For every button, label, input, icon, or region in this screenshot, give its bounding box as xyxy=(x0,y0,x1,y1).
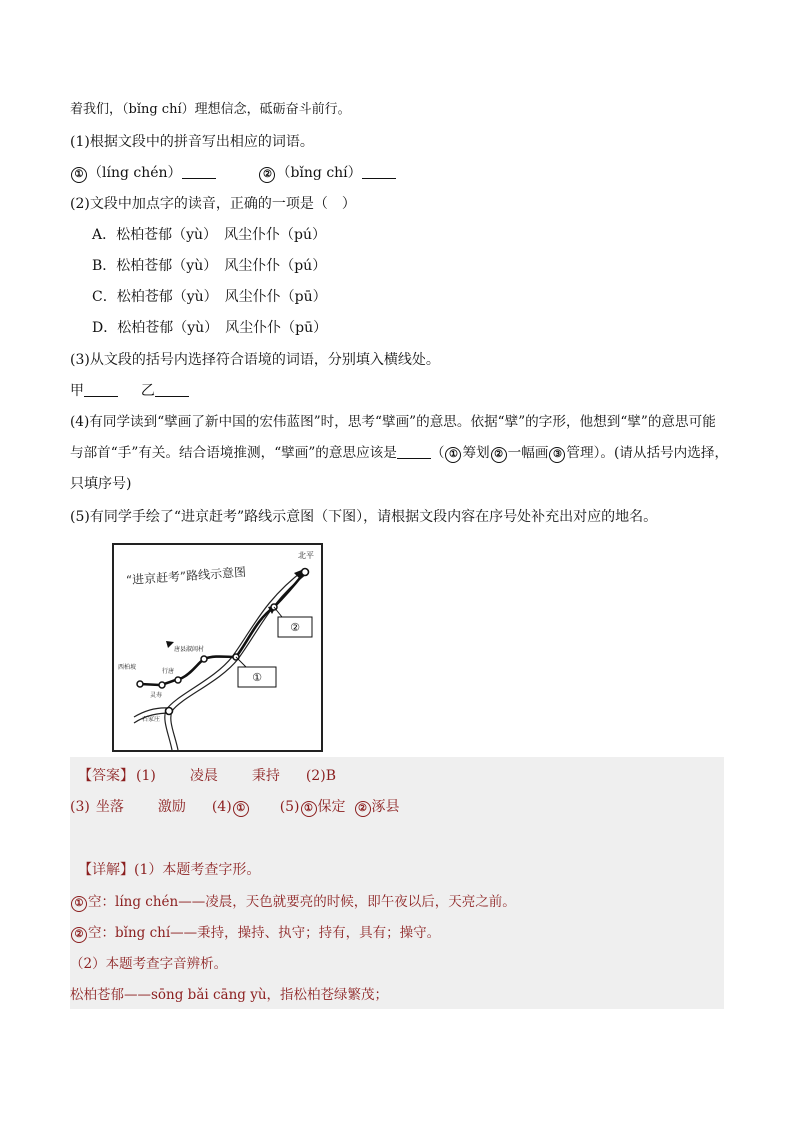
q4-opt3-num: ③ xyxy=(549,447,565,463)
answer-q1-a: 凌晨 xyxy=(189,768,218,784)
q2-option-text: 松柏苍郁（yù） 风尘仆仆（pū） xyxy=(117,320,328,336)
map-title: “进京赶考”路线示意图 xyxy=(125,564,247,588)
label-xibaipo-text: 西柏坡 xyxy=(118,664,137,671)
q1-items xyxy=(70,163,724,183)
detail-l3: 空：bǐng chí——秉持，操持、执守；持有，具有；操守。 xyxy=(88,925,441,941)
answer-q4-label: (4) xyxy=(211,799,232,815)
q2-option-letter: B． xyxy=(92,258,117,274)
q4-line2 xyxy=(70,443,729,463)
detail-line-1 xyxy=(78,860,260,880)
answer-q1-b: 秉持 xyxy=(251,768,280,784)
q2-option-c[interactable] xyxy=(92,287,724,307)
q2-option-d[interactable] xyxy=(92,318,724,338)
answer-q2-label: (2) xyxy=(305,768,326,784)
answer-tag: 【答案】 xyxy=(78,768,134,784)
q3-label-jia: 甲 xyxy=(70,383,84,399)
q1-blank-2[interactable] xyxy=(362,164,396,179)
detail-line-4: （2）本题考查字音辨析。 xyxy=(70,956,228,972)
answer-q5-b: 涿县 xyxy=(371,799,400,815)
q4-opt2-num: ② xyxy=(491,447,507,463)
label-shijiazhuang: 石家庄 xyxy=(142,716,161,723)
callout-label-1: ① xyxy=(252,671,262,684)
station-hangtang xyxy=(175,677,181,683)
label-xibaipo xyxy=(118,663,136,671)
q3-blank-jia[interactable] xyxy=(84,382,118,397)
q1-blank-1[interactable] xyxy=(182,164,216,179)
q4-opt1-num: ① xyxy=(445,447,461,463)
answer-q1-label: (1) xyxy=(136,768,156,784)
q2-option-text: 松柏苍郁（yù） 风尘仆仆（pū） xyxy=(116,289,327,305)
q4-line1: (4)有同学读到“擘画了新中国的宏伟蓝图”时，思考“擘画”的意思。依据“擘”的字形，他想到“擘”的意思可能 xyxy=(70,414,716,430)
q2-option-letter: D． xyxy=(92,320,118,336)
station-xibaipo xyxy=(137,681,143,687)
q2-option-a[interactable] xyxy=(92,225,724,245)
q1-item1-num: ① xyxy=(71,167,87,183)
route-map-svg xyxy=(114,545,321,750)
station-tangxian xyxy=(201,656,207,662)
station-shijiazhuang xyxy=(166,708,173,715)
callout-line-1 xyxy=(236,657,246,667)
station-lingshou xyxy=(159,682,165,688)
callout-line-2 xyxy=(274,607,282,617)
answer-q2-a: B xyxy=(325,768,336,784)
q4-blank[interactable] xyxy=(397,444,431,459)
q3-label-yi: 乙 xyxy=(140,383,155,399)
callout-label-2: ② xyxy=(290,621,300,634)
q4-line3: 只填序号) xyxy=(70,476,132,492)
answer-q5-label: (5) xyxy=(279,799,300,815)
q4-opt2: 一幅画 xyxy=(507,445,549,461)
answer-q5-n2: ② xyxy=(355,801,371,817)
q2-option-letter: C． xyxy=(92,289,117,305)
answer-q4-a: ① xyxy=(233,801,249,817)
detail-line-5: 松柏苍郁——sōng bǎi cāng yù，指松柏苍绿繁茂； xyxy=(70,987,389,1003)
detail-l3-num: ② xyxy=(71,927,87,943)
q1-stem: (1)根据文段中的拼音写出相应的词语。 xyxy=(70,134,314,150)
q4-opt1: 筹划 xyxy=(462,445,490,461)
q4-opt3: 管理 xyxy=(566,445,594,461)
q2-option-b[interactable] xyxy=(92,256,724,276)
q1-item2-num: ② xyxy=(259,167,275,183)
q4-paren-open: （ xyxy=(430,445,445,461)
q4-line2-text: 与部首“手”有关。结合语境推测，“擘画”的意思应该是 xyxy=(70,445,397,461)
q2-stem: (2)文段中加点字的读音，正确的一项是（ ） xyxy=(70,196,356,212)
q2-option-text: 松柏苍郁（yù） 风尘仆仆（pú） xyxy=(116,258,327,274)
answer-q3-a: 坐落 xyxy=(95,799,124,815)
detail-l2: 空：líng chén——凌晨，天色就要亮的时候，即午夜以后，天亮之前。 xyxy=(88,894,516,910)
label-tangxian: 唐县淑闾村 xyxy=(174,646,205,653)
q4-line2-tail: ）。(请从括号内选择， xyxy=(593,445,729,461)
q5-stem: (5)有同学手绘了“进京赶考”路线示意图（下图），请根据文段内容在序号处补充出对应的地名。 xyxy=(70,509,658,525)
answer-line-1 xyxy=(78,766,336,786)
detail-line-3 xyxy=(70,923,440,943)
map-north-label: 北平 xyxy=(298,551,314,560)
route-map xyxy=(112,543,323,752)
station-beiping xyxy=(302,569,309,576)
answer-q5-n1: ① xyxy=(301,801,317,817)
detail-line-2 xyxy=(70,892,516,912)
detail-l2-num: ① xyxy=(71,896,87,912)
detail-l1: (1）本题考查字形。 xyxy=(134,862,261,878)
detail-tag: 【详解】 xyxy=(78,862,134,878)
q1-item1-pinyin: （líng chén） xyxy=(88,165,182,181)
label-hangtang: 行唐 xyxy=(162,668,175,675)
answer-q3-label: (3) xyxy=(70,799,90,815)
railway-line-2 xyxy=(171,574,306,750)
route-arrow-west xyxy=(166,641,174,648)
answer-q3-b: 激励 xyxy=(157,799,186,815)
q2-option-letter: A． xyxy=(92,227,117,243)
q3-blank-yi[interactable] xyxy=(155,382,189,397)
label-lingshou: 灵寿 xyxy=(150,692,163,699)
q3-blanks xyxy=(70,381,724,401)
answer-line-2 xyxy=(70,797,400,817)
q1-item2-pinyin: （bǐng chí） xyxy=(276,165,362,181)
q2-option-text: 松柏苍郁（yù） 风尘仆仆（pú） xyxy=(116,227,327,243)
q3-stem: (3)从文段的括号内选择符合语境的词语，分别填入横线处。 xyxy=(70,352,440,368)
answer-q5-a: 保定 xyxy=(317,799,346,815)
intro-line: 着我们，（bǐng chí）理想信念，砥砺奋斗前行。 xyxy=(70,102,351,117)
